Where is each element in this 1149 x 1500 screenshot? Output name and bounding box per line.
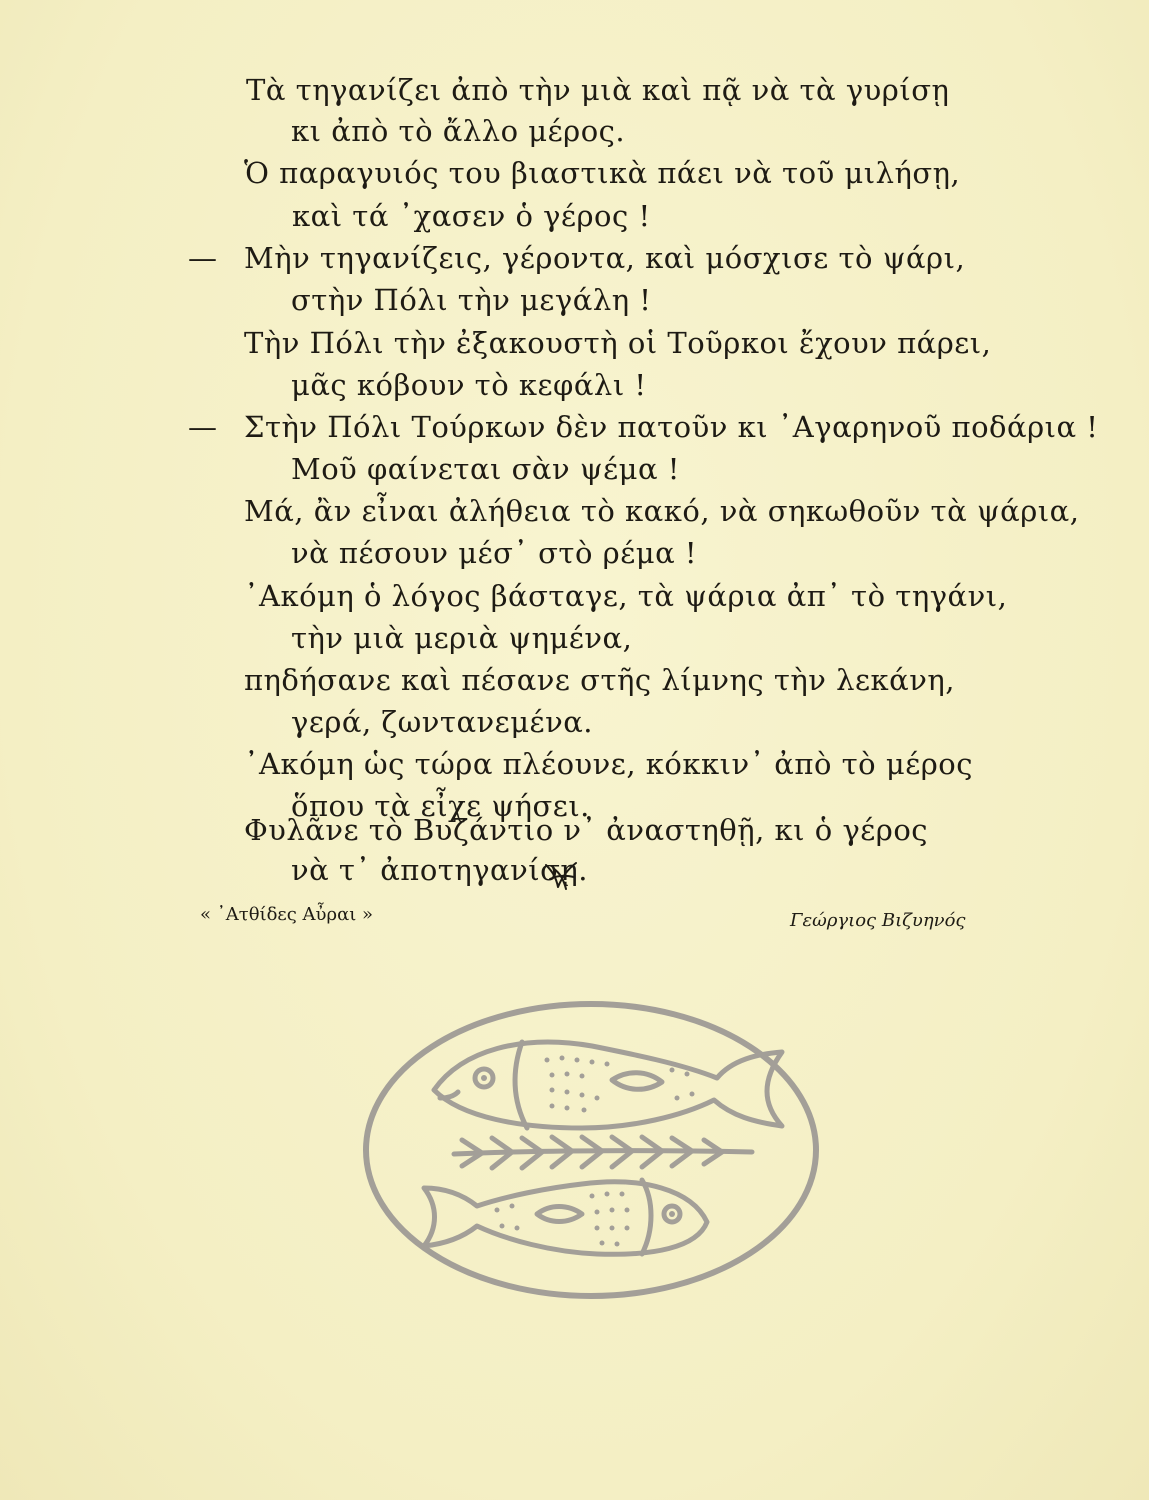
poem-line: ᾿Ακόμη ὡς τώρα πλέουνε, κόκκιν᾿ ἀπὸ τὸ μέρος xyxy=(244,747,973,781)
poem-line: τὴν μιὰ μεριὰ ψημένα, xyxy=(291,621,633,655)
poem-line: Στὴν Πόλι Τούρκων δὲν πατοῦν κι ᾿Αγαρηνοῦ ποδάρια ! xyxy=(244,410,1099,444)
poem-line: στὴν Πόλι τὴν μεγάλη ! xyxy=(291,283,652,317)
poem-line: Τὰ τηγανίζει ἀπὸ τὴν μιὰ καὶ πᾷ νὰ τὰ γυρίσῃ xyxy=(246,73,950,107)
flourish-ornament-icon xyxy=(540,857,580,893)
source-title: « ᾿Ατθίδες Αὖραι » xyxy=(200,904,374,925)
poem-line: Τὴν Πόλι τὴν ἐξακουστὴ οἱ Τοῦρκοι ἔχουν πάρει, xyxy=(244,326,992,360)
dialogue-dash: — xyxy=(188,410,217,444)
poem-line: Φυλᾶνε τὸ Βυζάντιο ν᾿ ἀναστηθῇ, κι ὁ γέρος xyxy=(244,813,929,847)
poem-line: νὰ πέσουν μέσ᾿ στὸ ρέμα ! xyxy=(291,536,698,570)
poem-line: ὅπου τὰ εἶχε ψήσει. xyxy=(291,789,590,823)
poem-line: Μά, ἂν εἶναι ἀλήθεια τὸ κακό, νὰ σηκωθοῦν τὰ ψάρια, xyxy=(244,494,1080,528)
poem-line: καὶ τά ᾿χασεν ὁ γέρος ! xyxy=(292,199,651,233)
poem-line: μᾶς κόβουν τὸ κεφάλι ! xyxy=(291,368,647,402)
poem-line: γερά, ζωντανεμένα. xyxy=(291,705,594,739)
poem-line: ᾿Ακόμη ὁ λόγος βάσταγε, τὰ ψάρια ἀπ᾿ τὸ τηγάνι, xyxy=(244,579,1008,613)
fish-emblem-icon xyxy=(362,1000,820,1300)
author-name: Γεώργιος Βιζυηνός xyxy=(790,910,966,931)
poem-line: Μοῦ φαίνεται σὰν ψέμα ! xyxy=(291,452,680,486)
poem-line: νὰ τ᾿ ἀποτηγανίσῃ. xyxy=(291,853,589,887)
poem-line: κι ἀπὸ τὸ ἄλλο μέρος. xyxy=(291,114,626,148)
poem-line: Ὁ παραγυιός του βιαστικὰ πάει νὰ τοῦ μιλήσῃ, xyxy=(244,156,961,190)
poem-line: Μὴν τηγανίζεις, γέροντα, καὶ μόσχισε τὸ ψάρι, xyxy=(244,241,966,275)
poem-line: πηδήσανε καὶ πέσανε στῆς λίμνης τὴν λεκάνη, xyxy=(244,663,955,697)
dialogue-dash: — xyxy=(188,241,217,275)
